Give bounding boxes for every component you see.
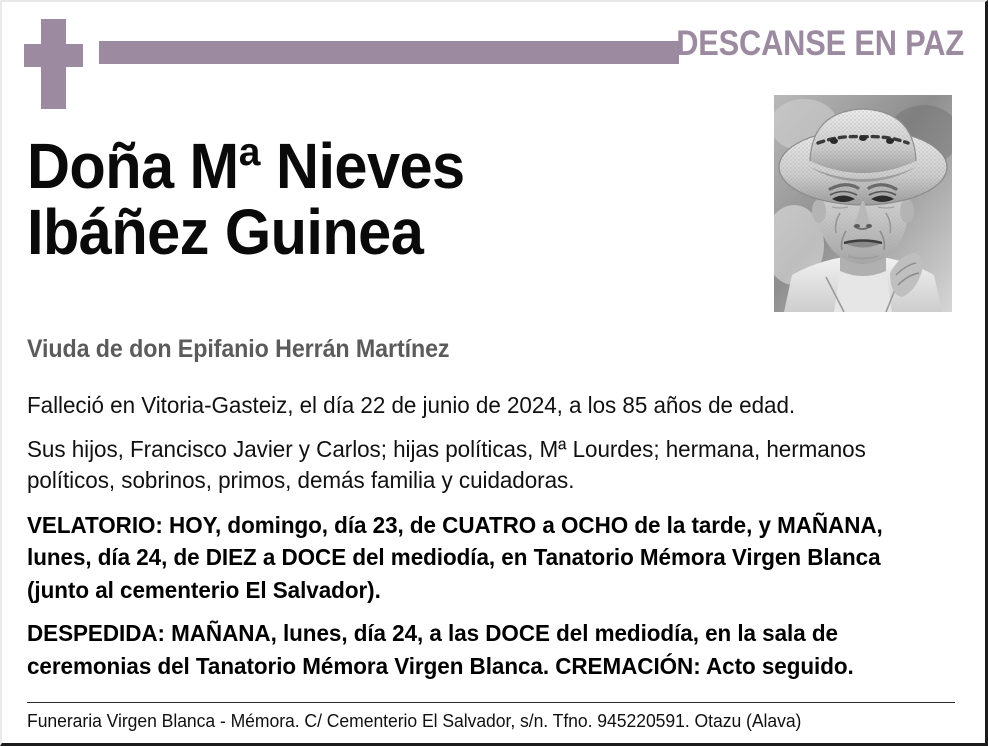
portrait-illustration bbox=[774, 95, 952, 312]
deceased-name-line-1: Doña Mª Nieves bbox=[27, 130, 465, 202]
notice-footer bbox=[27, 702, 957, 731]
deceased-name-line-2: Ibáñez Guinea bbox=[27, 195, 424, 268]
obituary-paragraph-death: Falleció en Vitoria-Gasteiz, el día 22 de junio de 2024, a los 85 años de edad. bbox=[27, 392, 796, 418]
funeral-home-info: Funeraria Virgen Blanca - Mémora. C/ Cementerio El Salvador, s/n. Tfno. 945220591. Otazu (Alava) bbox=[27, 709, 802, 731]
obituary-paragraph-family: Sus hijos, Francisco Javier y Carlos; hijas políticas, Mª Lourdes; hermana, hermanos políticos, sobrinos, primos, demás familia y cuidadoras. bbox=[27, 436, 866, 494]
cross-horizontal-bar bbox=[24, 44, 83, 67]
header-accent-bar bbox=[99, 41, 679, 64]
spouse-relation-line: Viuda de don Epifanio Herrán Martínez bbox=[27, 335, 450, 363]
obituary-body bbox=[27, 390, 957, 693]
deceased-name-block bbox=[27, 130, 747, 268]
rest-in-peace-heading: DESCANSE EN PAZ bbox=[676, 24, 964, 63]
latin-cross-icon bbox=[24, 19, 76, 109]
deceased-portrait-photo bbox=[774, 95, 952, 312]
obituary-paragraph-velatorio: VELATORIO: HOY, domingo, día 23, de CUATRO a OCHO de la tarde, y MAÑANA, lunes, día 24, de DIEZ a DOCE del mediodía, en Tanatorio Mémora Virgen Blanca (junto al cementerio El Salvador). bbox=[27, 512, 883, 603]
footer-divider bbox=[27, 702, 955, 703]
obituary-paragraph-despedida: DESPEDIDA: MAÑANA, lunes, día 24, a las DOCE del mediodía, en la sala de ceremonias del Tanatorio Mémora Virgen Blanca. CREMACIÓN: Acto seguido. bbox=[27, 620, 854, 679]
